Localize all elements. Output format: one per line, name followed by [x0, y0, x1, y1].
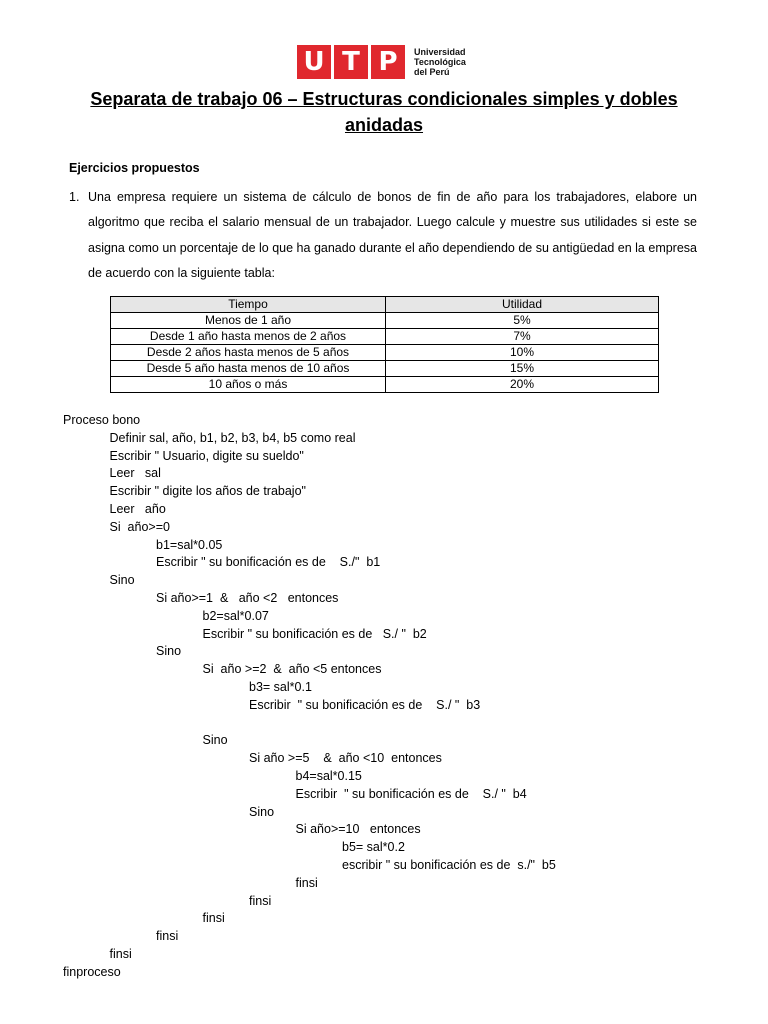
- logo-line-1: Universidad: [414, 47, 466, 57]
- utp-logo: [297, 44, 466, 80]
- code-line: Si año >=2 & año <5 entonces: [202, 662, 382, 677]
- table-row: [111, 361, 659, 377]
- logo-letter-t: T: [334, 45, 368, 79]
- code-line: finsi: [156, 929, 179, 944]
- code-line: b5= sal*0.2: [342, 840, 405, 855]
- code-line: Definir sal, año, b1, b2, b3, b4, b5 como real: [109, 430, 356, 445]
- table-cell-utilidad: 5%: [386, 313, 659, 329]
- code-line: Escribir " su bonificación es de S./ " b2: [202, 626, 427, 641]
- code-line: Sino: [202, 733, 228, 748]
- logo-letter-p: P: [371, 45, 405, 79]
- exercise-text: Una empresa requiere un sistema de cálculo de bonos de fin de año para los trabajadores, elabore un algoritmo que reciba el salario mensual de un trabajador. Luego calcule y muestre sus utilidades si este se asigna como un porcentaje de lo que ha ganado durante el año dependiendo de su antigüedad en la empresa de acuerdo con la siguiente tabla:: [88, 190, 697, 280]
- code-line: Si año>=0: [109, 519, 170, 534]
- logo-letter-u: U: [297, 45, 331, 79]
- code-line: Si año>=10 entonces: [295, 822, 421, 837]
- table-cell-utilidad: 7%: [386, 329, 659, 345]
- code-line: b4=sal*0.15: [295, 769, 362, 783]
- code-line: Escribir " su bonificación es de S./ " b3: [249, 697, 481, 712]
- code-line: Escribir " su bonificación es de S./ " b4: [295, 786, 527, 801]
- table-cell-utilidad: 20%: [386, 377, 659, 393]
- code-line: Escribir " digite los años de trabajo": [109, 484, 306, 499]
- utility-table: [110, 296, 659, 393]
- table-cell-tiempo: Desde 5 año hasta menos de 10 años: [111, 361, 386, 377]
- table-row: [111, 313, 659, 329]
- code-line: Sino: [109, 573, 135, 588]
- table-row: [111, 377, 659, 393]
- table-cell-tiempo: Desde 1 año hasta menos de 2 años: [111, 329, 386, 345]
- section-heading: Ejercicios propuestos: [69, 161, 200, 175]
- logo-line-2: Tecnológica: [414, 57, 466, 67]
- code-line: Si año>=1 & año <2 entonces: [156, 591, 339, 605]
- code-line: Sino: [249, 804, 275, 819]
- code-line: b2=sal*0.07: [202, 608, 269, 623]
- exercise-1: [69, 185, 697, 286]
- table-header-utilidad: Utilidad: [386, 297, 659, 313]
- code-line: escribir " su bonificación es de s./" b5: [342, 858, 556, 872]
- code-line: finproceso: [63, 964, 121, 979]
- code-line: Si año >=5 & año <10 entonces: [249, 751, 442, 766]
- logo-university-name: [414, 47, 466, 77]
- table-cell-tiempo: Desde 2 años hasta menos de 5 años: [111, 345, 386, 361]
- code-line: Leer año: [109, 502, 166, 516]
- code-line: finsi: [249, 893, 272, 908]
- table-header-tiempo: Tiempo: [111, 297, 386, 313]
- table-row: [111, 345, 659, 361]
- table-cell-utilidad: 15%: [386, 361, 659, 377]
- document-title: Separata de trabajo 06 – Estructuras condicionales simples y dobles anidadas: [90, 89, 678, 135]
- table-row: [111, 329, 659, 345]
- code-line: Escribir " su bonificación es de S./" b1: [156, 555, 381, 570]
- code-line: finsi: [295, 875, 318, 890]
- code-line: finsi: [202, 911, 225, 926]
- table-cell-utilidad: 10%: [386, 345, 659, 361]
- code-line: Escribir " Usuario, digite su sueldo": [109, 448, 304, 463]
- code-line: b1=sal*0.05: [156, 537, 223, 552]
- code-line: Proceso bono: [63, 413, 141, 427]
- table-cell-tiempo: 10 años o más: [111, 377, 386, 393]
- code-line: Leer sal: [109, 466, 161, 481]
- code-line: Sino: [156, 644, 182, 659]
- code-line: finsi: [109, 947, 132, 961]
- exercise-number: 1.: [69, 190, 80, 204]
- table-header-row: [111, 297, 659, 313]
- table-cell-tiempo: Menos de 1 año: [111, 313, 386, 329]
- logo-line-3: del Perú: [414, 67, 450, 77]
- code-line: b3= sal*0.1: [249, 680, 312, 694]
